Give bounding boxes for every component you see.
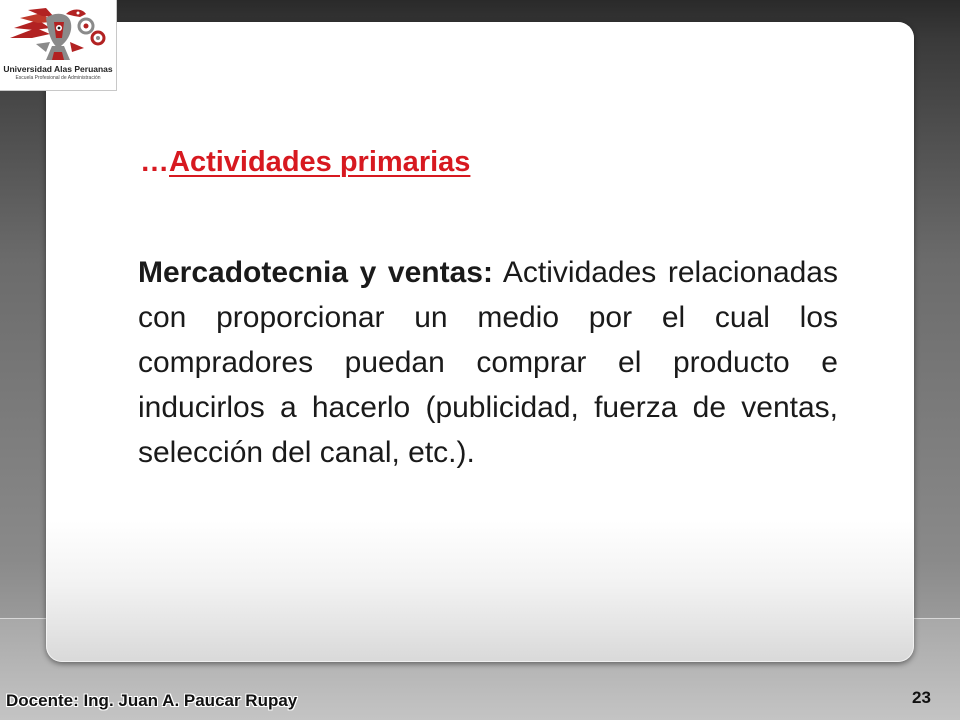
school-name: Escuela Profesional de Administración: [15, 75, 101, 81]
page-number: 23: [912, 688, 931, 707]
footer-instructor: Docente: Ing. Juan A. Paucar Rupay: [6, 691, 298, 710]
university-logo: [0, 0, 117, 91]
slide-heading: [140, 146, 470, 179]
university-name: Universidad Alas Peruanas: [3, 64, 113, 74]
condor-emblem-icon: [6, 4, 110, 66]
body-description: Actividades relacionadas con proporcionar un medio por el cual los compradores puedan comprar el producto e inducirlos a hacerlo (publicidad, fuerza de ventas, selección del canal, etc.).: [138, 256, 838, 469]
heading-prefix: …: [140, 146, 169, 178]
heading-title: Actividades primarias: [169, 146, 471, 178]
body-term: Mercadotecnia y ventas:: [138, 256, 493, 289]
body-paragraph: [138, 250, 838, 475]
